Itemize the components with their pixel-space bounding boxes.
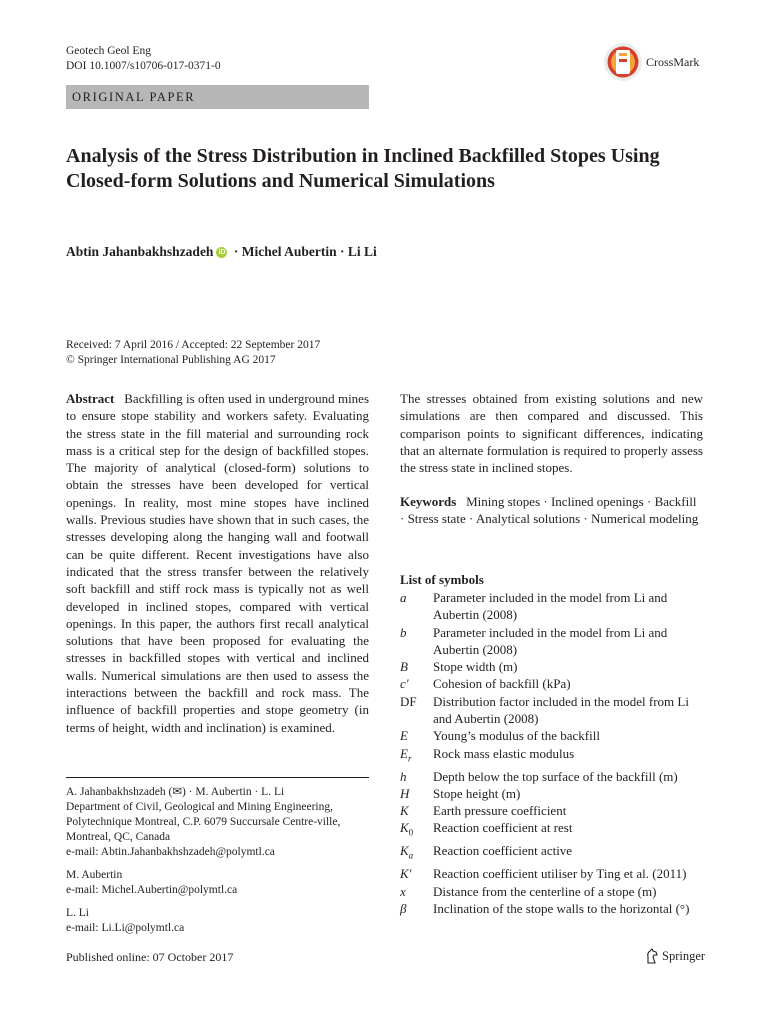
symbol: K′ <box>400 866 412 882</box>
symbol-row <box>400 727 705 744</box>
abstract-continued: The stresses obtained from existing solutions and new simulations are then compared and discussed. This comparison points to significant differences, indicating that an alternate formulation is required to properly assess the stress state in inclined stopes. <box>400 391 703 476</box>
email-link[interactable]: e-mail: Li.Li@polymtl.ca <box>66 922 185 934</box>
author-list <box>66 244 377 260</box>
affiliation-block <box>66 785 369 860</box>
article-title: Analysis of the Stress Distribution in Inclined Backfilled Stopes Using Closed-form Solutions and Numerical Simulations <box>66 145 660 192</box>
received-accepted: Received: 7 April 2016 / Accepted: 22 September 2017 <box>66 339 321 351</box>
symbols-list <box>400 589 705 917</box>
abstract <box>66 390 369 736</box>
author-name[interactable]: Abtin Jahanbakhshzadeh <box>66 244 214 259</box>
doi[interactable]: DOI 10.1007/s10706-017-0371-0 <box>66 60 221 72</box>
crossmark-label: CrossMark <box>646 54 700 69</box>
symbol-row <box>400 842 705 865</box>
keywords-heading: Keywords <box>400 494 457 509</box>
copyright: © Springer International Publishing AG 2017 <box>66 354 276 366</box>
symbol-definition: Rock mass elastic modulus <box>433 745 575 761</box>
orcid-icon[interactable]: iD <box>218 248 226 256</box>
abstract-text: Backfilling is often used in underground mines to ensure stope stability and workers safety. Evaluating the stress state in the fill material and surrounding rock mass is a critical step for the design of backfilled stopes. The majority of analytical (closed-form) solutions to obtain the stresses have been developed for vertical openings. In reality, most mine stopes have inclined walls. Previous studies have shown that in such cases, the stresses developing along the hanging wall and footwall can be quite different. Recent investigations have also indicated that the stress transfer between the relatively soft backfill and stiff rock mass is typically not as well developed in inclined stopes, compared with vertical openings. In this paper, the authors first recall analytical solutions that have been proposed for evaluating the stresses in backfilled stopes with vertical and inclined walls. Numerical simulations are then used to assess the interactions between the backfill and rock mass. The influence of backfill properties and stope geometry (in terms of height, width and inclination) is examined. <box>66 391 370 735</box>
symbol-definition: Stope height (m) <box>433 785 521 801</box>
symbol-row <box>400 693 705 728</box>
symbol-row <box>400 785 705 802</box>
symbol-definition: Inclination of the stope walls to the horizontal (°) <box>433 900 690 916</box>
affiliation-block <box>66 906 369 936</box>
symbol: DF <box>400 693 417 709</box>
author-name: M. Aubertin <box>66 869 123 881</box>
symbol-definition: Young’s modulus of the backfill <box>433 728 600 744</box>
author-separator: · <box>336 244 348 259</box>
corresponding-authors: A. Jahanbakhshzadeh (✉) · M. Aubertin · L. Li <box>66 786 285 798</box>
symbol-row <box>400 802 705 819</box>
symbol-row <box>400 865 705 882</box>
symbol-row <box>400 819 705 842</box>
symbol-definition: Reaction coefficient utiliser by Ting et al. (2011) <box>433 866 687 882</box>
affiliations <box>66 785 369 944</box>
symbol: a <box>400 590 407 605</box>
symbol: x <box>400 883 406 899</box>
symbol: b <box>400 624 407 640</box>
email-link[interactable]: e-mail: Abtin.Jahanbakhshzadeh@polymtl.ca <box>66 846 275 858</box>
symbol-row <box>400 675 705 692</box>
symbol: $E_r$ <box>400 745 412 764</box>
symbols-heading: List of symbols <box>400 572 484 587</box>
email-link[interactable]: e-mail: Michel.Aubertin@polymtl.ca <box>66 884 238 896</box>
publisher-name: Springer <box>662 948 706 963</box>
symbol: c′ <box>400 676 409 692</box>
symbol-definition: Distribution factor included in the model from Li and Aubertin (2008) <box>433 693 689 727</box>
symbol-definition: Cohesion of backfill (kPa) <box>433 676 571 692</box>
journal-name: Geotech Geol Eng <box>66 45 151 57</box>
symbol: h <box>400 768 407 784</box>
keywords-text: Mining stopes · Inclined openings · Backfill · Stress state · Analytical solutions · Numerical modeling <box>400 494 699 527</box>
symbol-row <box>400 900 705 917</box>
symbol-row <box>400 768 705 785</box>
keywords <box>400 493 703 528</box>
symbol-row <box>400 624 705 659</box>
author-name[interactable]: Michel Aubertin <box>241 244 337 259</box>
symbol-row <box>400 658 705 675</box>
springer-horse-icon <box>645 948 659 964</box>
symbol-definition: Earth pressure coefficient <box>433 803 567 819</box>
symbol: E <box>400 728 408 744</box>
symbol-definition: Parameter included in the model from Li and Aubertin (2008) <box>433 624 668 657</box>
footnote-divider <box>66 777 369 778</box>
publisher-logo <box>645 948 705 964</box>
article-dates <box>66 338 320 368</box>
symbol: β <box>400 900 407 916</box>
symbol: B <box>400 659 408 675</box>
author-separator: · <box>230 244 242 259</box>
author-name[interactable]: Li Li <box>347 244 377 259</box>
symbol-definition: Depth below the top surface of the backfill (m) <box>433 768 678 784</box>
symbol-definition: Distance from the centerline of a stope (m) <box>433 883 657 899</box>
affiliation-block <box>66 868 369 898</box>
symbol-definition: Reaction coefficient active <box>433 843 573 859</box>
section-banner <box>66 85 369 109</box>
symbol: $K_0$ <box>400 820 414 839</box>
department: Department of Civil, Geological and Mining Engineering, Polytechnique Montreal, C.P. 6079 Succursale Centre-ville, Montreal, QC, Canada <box>66 801 341 843</box>
journal-header <box>66 44 221 74</box>
symbol-definition: Reaction coefficient at rest <box>433 820 573 836</box>
symbol: K <box>400 803 409 819</box>
crossmark-badge[interactable] <box>603 42 699 82</box>
symbol: H <box>400 785 410 801</box>
crossmark-icon <box>603 42 643 82</box>
symbol-row <box>400 589 705 624</box>
published-online: Published online: 07 October 2017 <box>66 950 234 964</box>
author-name: L. Li <box>66 907 89 919</box>
section-banner-label: ORIGINAL PAPER <box>72 90 196 104</box>
symbol-row <box>400 745 705 768</box>
symbol: $K_a$ <box>400 843 414 861</box>
symbol-definition: Parameter included in the model from Li and Aubertin (2008) <box>433 590 668 623</box>
symbol-definition: Stope width (m) <box>433 659 518 675</box>
symbol-row <box>400 883 705 900</box>
abstract-heading: Abstract <box>66 391 115 406</box>
